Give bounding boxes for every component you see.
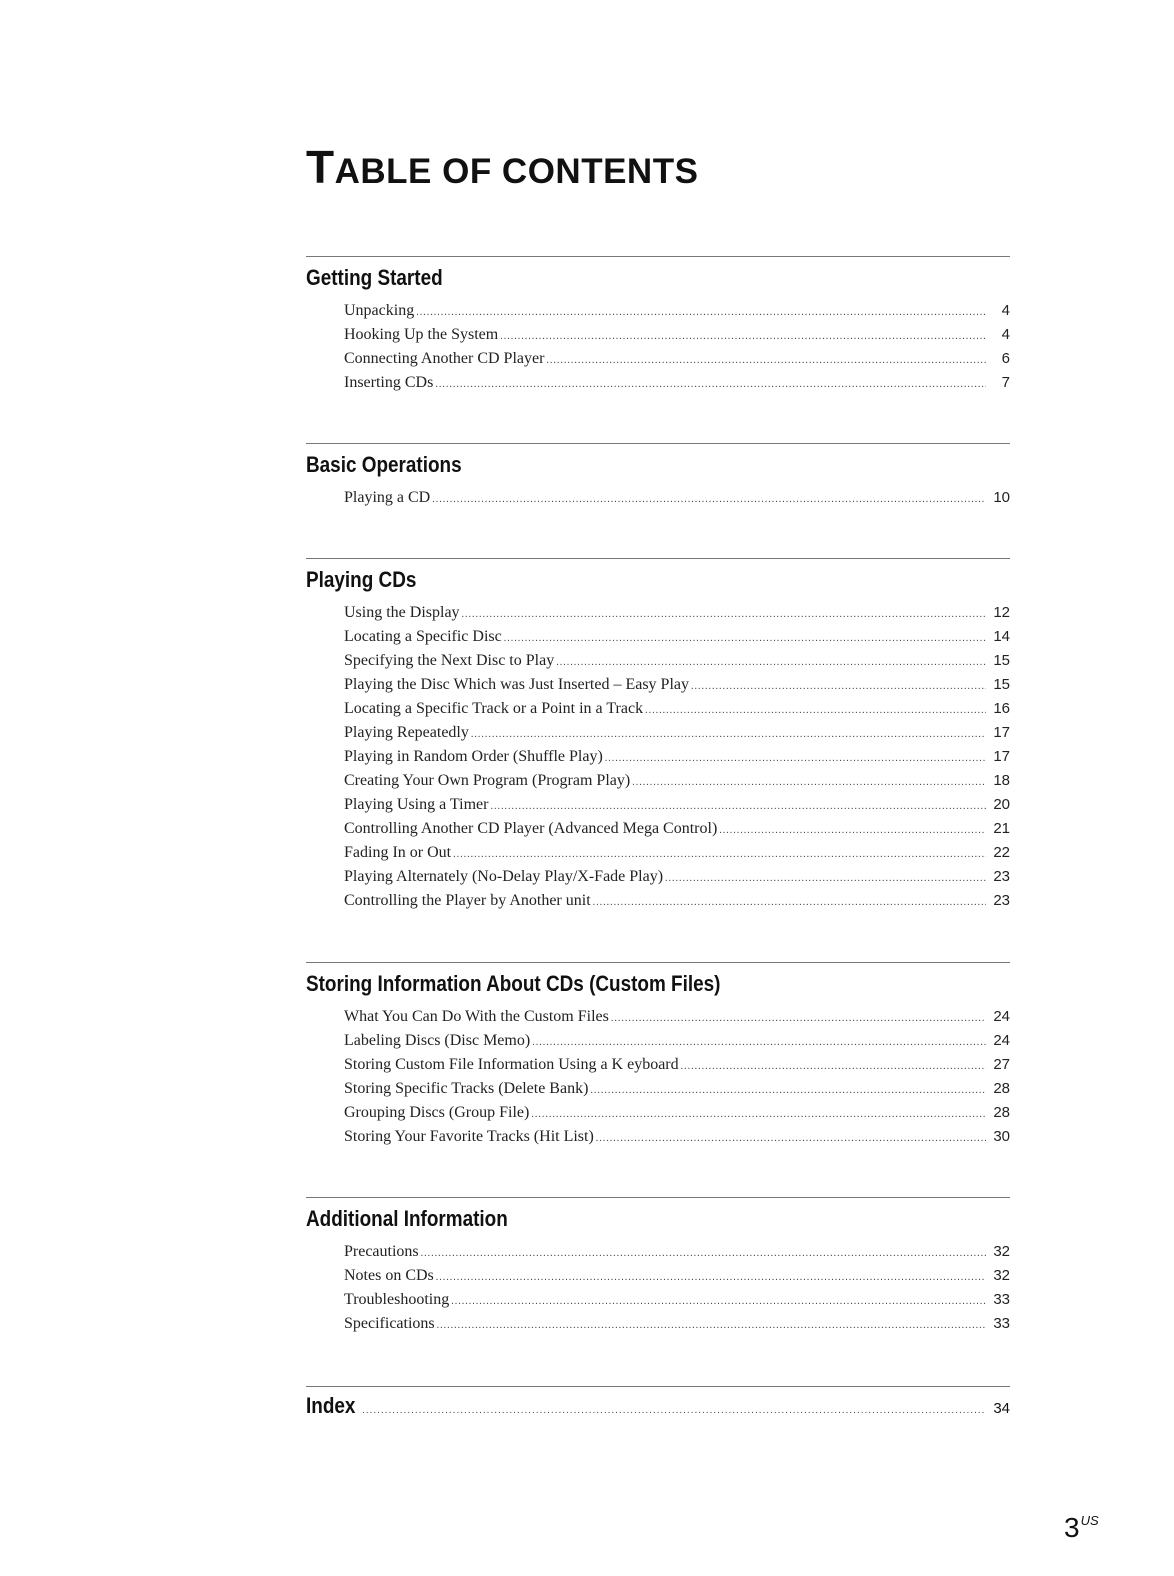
section-getting-started [306,256,1010,395]
entry-page: 32 [993,1267,1010,1284]
section-additional-information [306,1197,1010,1336]
dot-leader [362,1405,986,1416]
toc-entry[interactable] [344,486,1010,510]
entry-label: Notes on CDs [344,1267,434,1284]
page-title [306,140,698,194]
entry-page: 21 [993,820,1010,837]
entry-list [306,486,1010,510]
entry-list [306,299,1010,395]
entry-label: Unpacking [344,302,415,319]
entry-page: 20 [993,796,1010,813]
dot-leader [453,843,986,867]
section-heading: Storing Information About CDs (Custom Files) [306,971,721,996]
title-rest: ABLE OF CONTENTS [334,152,699,191]
toc-entry[interactable] [344,889,1010,913]
entry-page: 23 [993,868,1010,885]
entry-page: 4 [1001,326,1010,343]
entry-list [306,601,1010,913]
dot-leader [436,1266,986,1290]
toc-entry[interactable] [344,1005,1010,1029]
entry-label: Grouping Discs (Group File) [344,1104,530,1121]
entry-label: Locating a Specific Track or a Point in a Track [344,700,644,717]
dot-leader [432,488,986,512]
dot-leader [421,1242,986,1266]
entry-page: 24 [993,1008,1010,1025]
entry-label: Using the Display [344,604,460,621]
section-divider [306,1386,1010,1387]
entry-label: Controlling Another CD Player (Advanced Mega Control) [344,820,718,837]
section-divider [306,558,1010,559]
entry-page: 16 [993,700,1010,717]
section-divider [306,256,1010,257]
entry-page: 32 [993,1243,1010,1260]
dot-leader [437,1314,986,1338]
entry-page: 7 [1001,374,1010,391]
toc-entry[interactable] [344,1125,1010,1149]
entry-label: Controlling the Player by Another unit [344,892,591,909]
toc-entry[interactable] [344,1029,1010,1053]
dot-leader [681,1055,986,1079]
entry-page: 12 [993,604,1010,621]
dot-leader [691,675,986,699]
page-number-suffix: US [1080,1513,1099,1528]
entry-label: Locating a Specific Disc [344,628,502,645]
dot-leader [611,1007,986,1031]
toc-entry[interactable] [344,625,1010,649]
toc-entry[interactable] [344,721,1010,745]
toc-entry[interactable] [344,323,1010,347]
dot-leader [590,1079,986,1103]
entry-page: 14 [993,628,1010,645]
entry-page: 4 [1001,302,1010,319]
section-heading: Additional Information [306,1206,508,1231]
toc-entry[interactable] [344,299,1010,323]
toc-entry[interactable] [344,1077,1010,1101]
entry-label: Playing in Random Order (Shuffle Play) [344,748,603,765]
entry-list [306,1005,1010,1149]
dot-leader [435,373,986,397]
entry-page: 18 [993,772,1010,789]
dot-leader [719,819,986,843]
entry-label: Precautions [344,1243,419,1260]
entry-page: 17 [993,748,1010,765]
entry-page: 33 [993,1291,1010,1308]
toc-entry[interactable] [344,347,1010,371]
toc-entry[interactable] [344,793,1010,817]
entry-label: Playing Using a Timer [344,796,489,813]
section-divider [306,1197,1010,1198]
toc-entry[interactable] [344,673,1010,697]
section-heading: Getting Started [306,265,443,290]
entry-label: Specifications [344,1315,435,1332]
entry-label: What You Can Do With the Custom Files [344,1008,609,1025]
title-initial: T [306,141,335,193]
toc-entry[interactable] [344,1264,1010,1288]
entry-label: Connecting Another CD Player [344,350,545,367]
entry-page: 23 [993,892,1010,909]
entry-label: Troubleshooting [344,1291,450,1308]
dot-leader [596,1127,986,1151]
toc-entry[interactable] [344,1240,1010,1264]
dot-leader [605,747,986,771]
entry-page: 28 [993,1104,1010,1121]
entry-page: 6 [1001,350,1010,367]
dot-leader [500,325,986,349]
section-heading: Basic Operations [306,452,462,477]
toc-entry[interactable] [344,1288,1010,1312]
entry-label: Fading In or Out [344,844,452,861]
page-number-value: 3 [1064,1512,1080,1543]
entry-label: Storing Custom File Information Using a K eyboard [344,1056,679,1073]
dot-leader [531,1103,986,1127]
toc-entry[interactable] [344,697,1010,721]
entry-page: 33 [993,1315,1010,1332]
section-heading: Playing CDs [306,567,417,592]
dot-leader [632,771,986,795]
entry-label: Storing Your Favorite Tracks (Hit List) [344,1128,594,1145]
entry-label: Creating Your Own Program (Program Play) [344,772,631,789]
toc-entry[interactable] [344,865,1010,889]
dot-leader [665,867,986,891]
dot-leader [556,651,986,675]
entry-page: 27 [993,1056,1010,1073]
entry-page: 15 [993,652,1010,669]
toc-entry[interactable] [344,817,1010,841]
entry-label: Playing a CD [344,489,431,506]
index-page: 34 [993,1400,1010,1417]
section-divider [306,443,1010,444]
entry-label: Hooking Up the System [344,326,499,343]
toc-entry[interactable] [344,649,1010,673]
toc-entry[interactable] [344,1053,1010,1077]
toc-entry[interactable] [344,1101,1010,1125]
entry-label: Labeling Discs (Disc Memo) [344,1032,531,1049]
section-playing-cds [306,558,1010,913]
dot-leader [546,349,986,373]
toc-entry[interactable] [344,371,1010,395]
section-basic-operations [306,443,1010,510]
dot-leader [471,723,986,747]
entry-page: 15 [993,676,1010,693]
index-entry[interactable] [306,1393,1010,1419]
entry-label: Specifying the Next Disc to Play [344,652,555,669]
dot-leader [593,891,986,915]
entry-list [306,1240,1010,1336]
dot-leader [490,795,986,819]
entry-label: Playing the Disc Which was Just Inserted – Easy Play [344,676,689,693]
dot-leader [532,1031,986,1055]
entry-label: Playing Repeatedly [344,724,469,741]
entry-page: 30 [993,1128,1010,1145]
dot-leader [462,603,986,627]
toc-entry[interactable] [344,745,1010,769]
entry-page: 17 [993,724,1010,741]
entry-label: Storing Specific Tracks (Delete Bank) [344,1080,589,1097]
toc-entry[interactable] [344,1312,1010,1336]
section-divider [306,962,1010,963]
toc-entry[interactable] [344,601,1010,625]
entry-page: 24 [993,1032,1010,1049]
dot-leader [451,1290,986,1314]
toc-entry[interactable] [344,769,1010,793]
entry-page: 22 [993,844,1010,861]
toc-entry[interactable] [344,841,1010,865]
dot-leader [645,699,986,723]
section-custom-files [306,962,1010,1149]
section-index [306,1386,1010,1419]
dot-leader [416,301,986,325]
entry-label: Playing Alternately (No-Delay Play/X-Fade Play) [344,868,664,885]
page-number [1064,1512,1099,1544]
entry-label: Inserting CDs [344,374,434,391]
index-label: Index [306,1393,356,1418]
entry-page: 10 [993,489,1010,506]
dot-leader [504,627,986,651]
entry-page: 28 [993,1080,1010,1097]
